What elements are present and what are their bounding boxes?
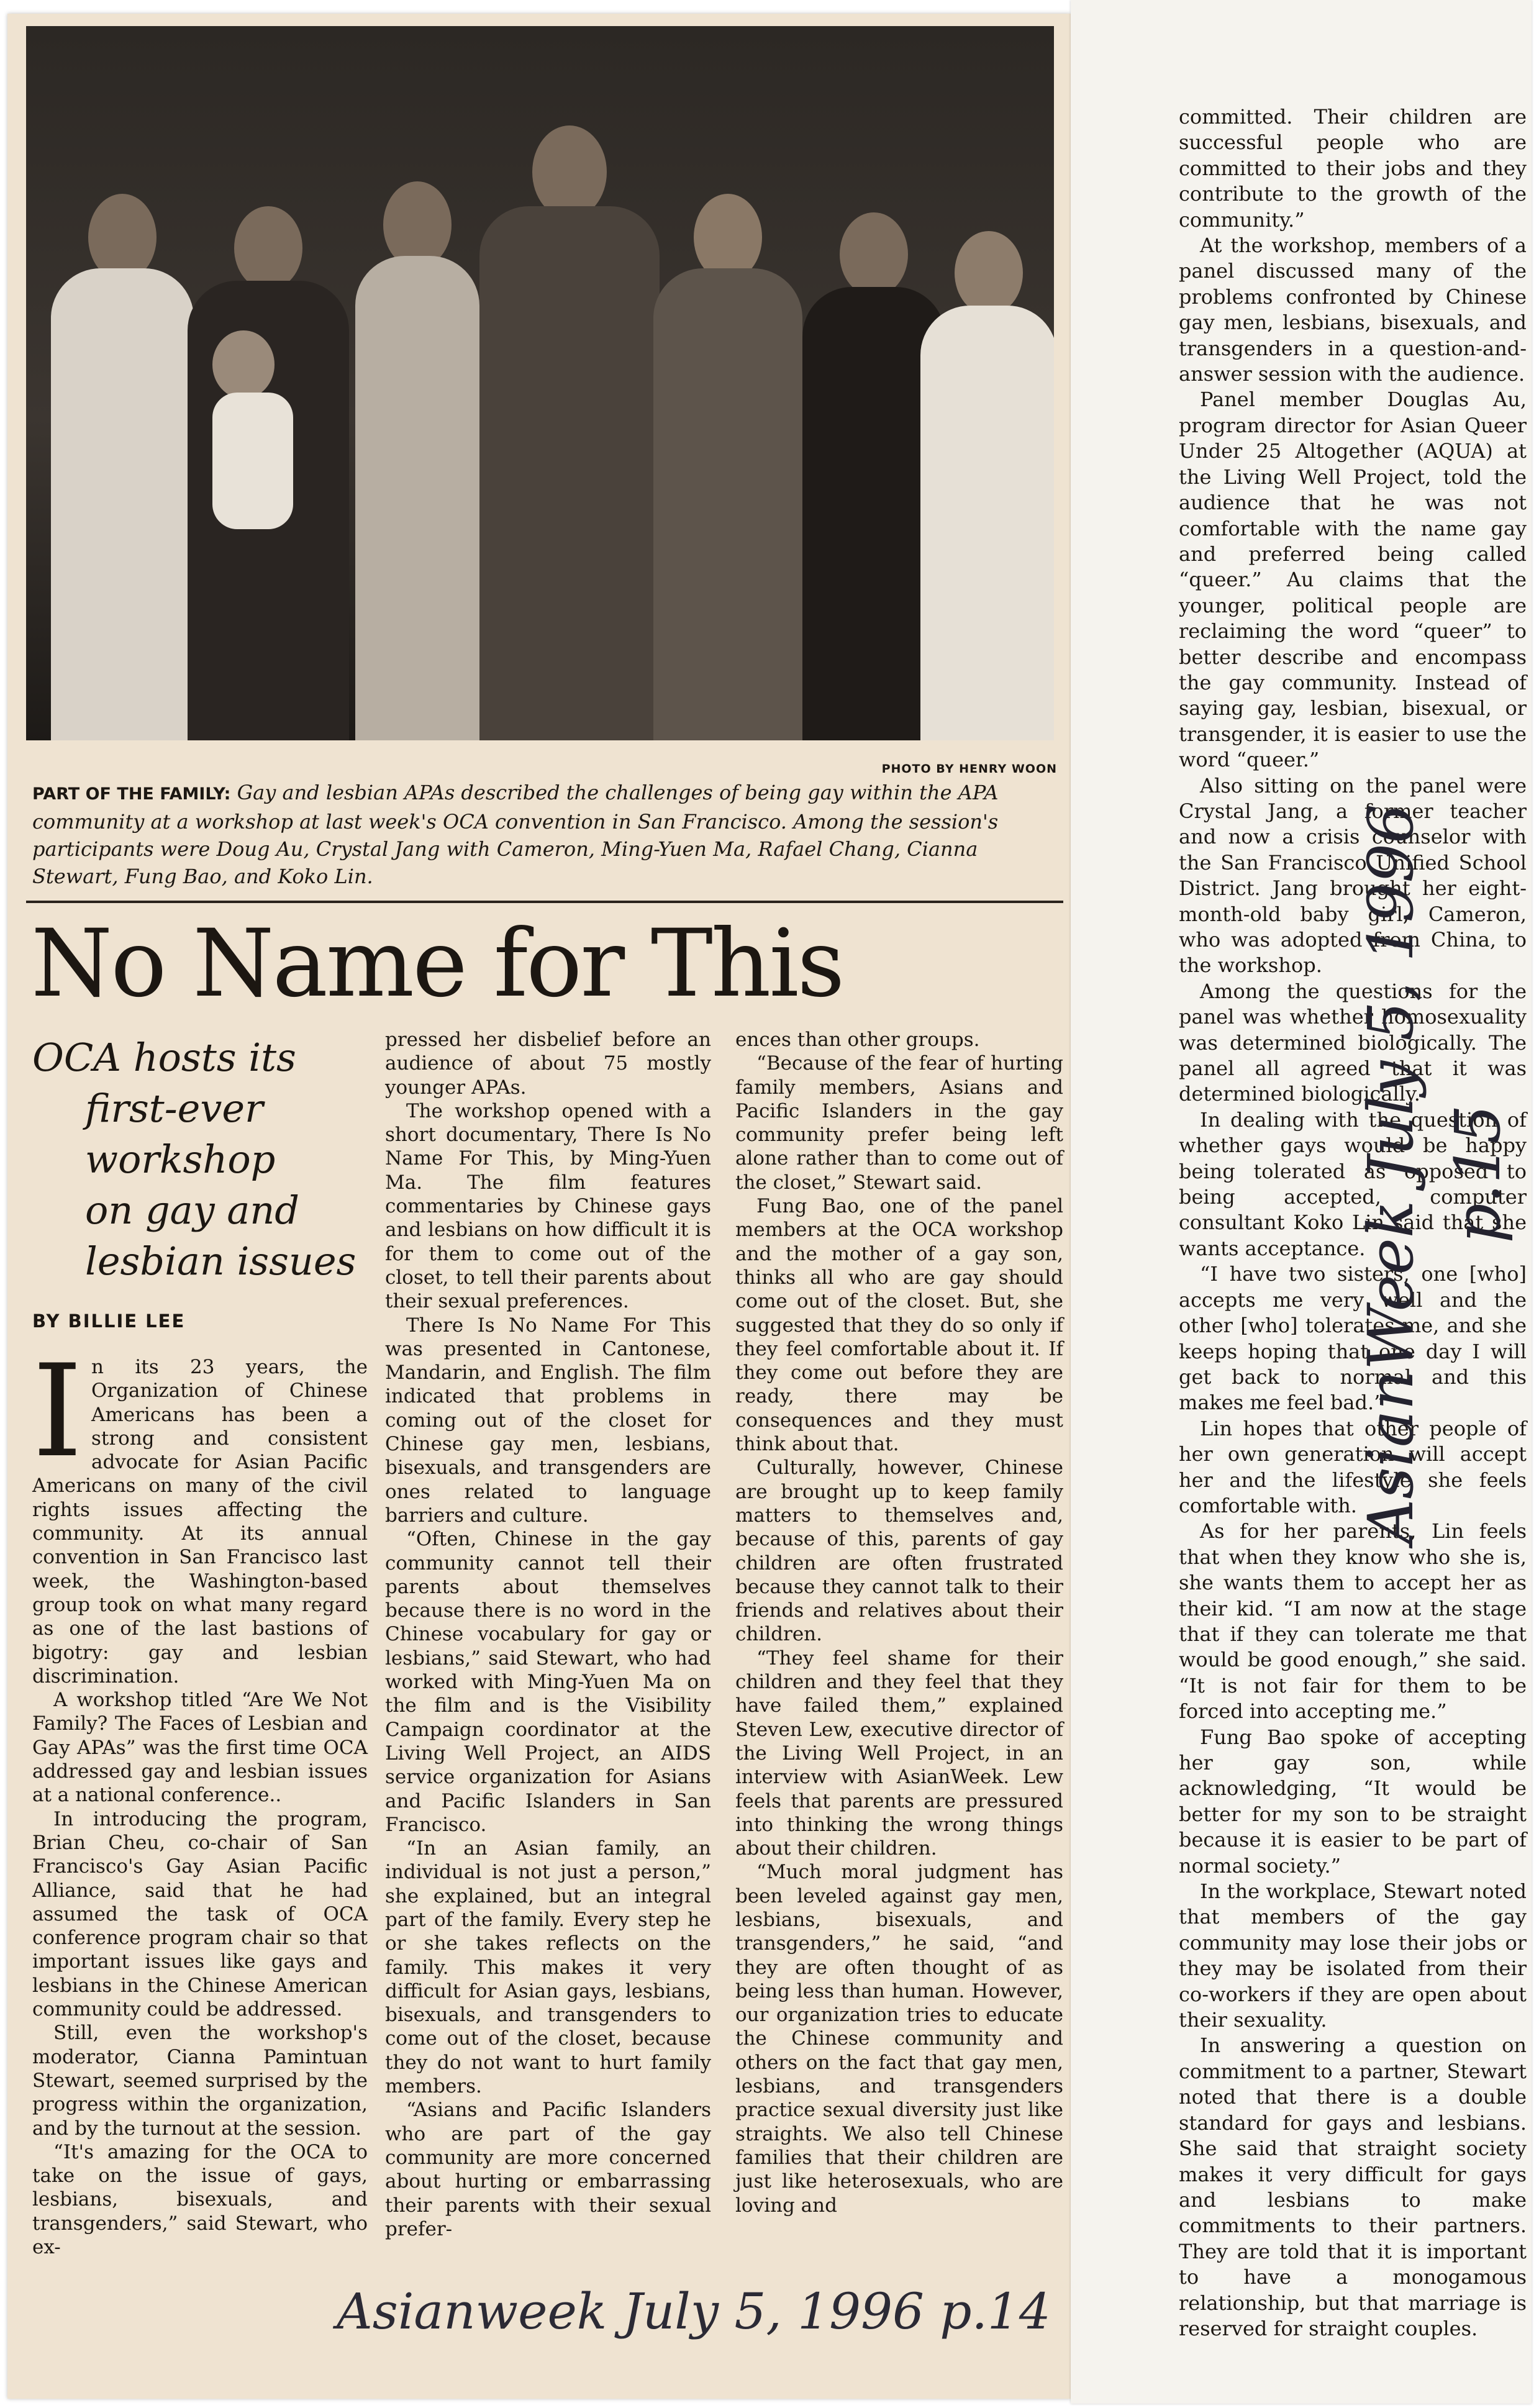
article-column-3 [735,1028,1063,2217]
photo-person [51,194,194,740]
article-column-2 [385,1028,711,2241]
deck-line: lesbian issues [85,1238,356,1284]
paragraph: Also sitting on the panel were Crystal Jang, a former teacher and now a crisis counselor with the San Francisco Unified School District. Jang brought her eight-month-old baby girl, Cameron, who was adopted from China, to the workshop. [1179,773,1527,978]
paragraph: Panel member Douglas Au, program director for Asian Queer Under 25 Altogether (AQUA) at the Living Well Project, told the audience that he was not comfortable with the name gay and preferred being called “queer.” Au claims that the younger, political people are reclaiming the word “queer” to better describe and encompass the gay community. Instead of saying gay, lesbian, bisexual, or transgender, it is easier to use the word “queer.” [1179,388,1527,772]
paragraph: “They feel shame for their children and they feel that they have failed them,” explained Steven Lew, executive director of the Living Well Project, in an interview with AsianWeek. Lew feels that parents are pressured into thinking the wrong things about their children. [735,1647,1063,1860]
paragraph: The workshop opened with a short documentary, There Is No Name For This, by Ming-Yuen Ma. The film features commentaries by Chinese gays and lesbians on how difficult it is for them to come out of the closet, to tell their parents about their sexual preferences. [385,1099,711,1313]
caption-label: PART OF THE FAMILY: [32,784,231,804]
paragraph: Culturally, however, Chinese are brought up to keep family matters to themselves and, because of this, parents of gay children are often frustrated because they cannot talk to their friends and relatives about their children. [735,1456,1063,1646]
dropcap: I [32,1338,83,1486]
section-rule [26,901,1063,903]
paragraph: “It's amazing for the OCA to take on the issue of gays, lesbians, bisexuals, and transgenders,” said Stewart, who ex- [32,2140,368,2258]
paragraph: At the workshop, members of a panel discussed many of the problems confronted by Chinese gay men, lesbians, bisexuals, and transgenders in a question-and-answer session with the audience. [1179,234,1527,386]
byline: BY BILLIE LEE [32,1311,186,1332]
photo-person [479,125,660,740]
paragraph: A workshop titled “Are We Not Family? The Faces of Lesbian and Gay APAs” was the first time OCA addressed gay and lesbian issues at a national conference.. [32,1689,368,1807]
paragraph: Fung Bao spoke of accepting her gay son, while acknowledging, “It would be better for my son to be straight because it is easier to be part of normal society.” [1179,1725,1527,1878]
photo-credit: PHOTO BY HENRY WOON [881,762,1057,776]
deck-line: workshop [85,1137,276,1182]
paragraph: ences than other groups. [735,1029,980,1051]
deck [32,1032,368,1287]
paragraph: Fung Bao, one of the panel members at the OCA workshop and the mother of a gay son, thinks all who are gay should come out of the closet. But, she suggested that they do so only if they feel comfortable about it. If they come out before they are ready, there may be consequences and they must think about that. [735,1195,1063,1456]
paragraph: In introducing the program, Brian Cheu, co-chair of San Francisco's Gay Asian Pacific Alliance, said that he had assumed the task of OCA conference program chair so that important issues like gays and lesbians in the Chinese American community could be addressed. [32,1807,368,2021]
handwritten-note-bottom: Asianweek July 5, 1996 p.14 [337,2283,1051,2340]
clipping-page-14 [7,14,1071,2399]
paragraph: “I have two sisters, one [who] accepts me very well and the other [who] tolerates me, and she keeps hoping that one day I will get back to normal and this makes me feel bad.” [1179,1262,1527,1415]
paragraph: In its 23 years, the Organization of Chinese Americans has been a strong and consistent advocate for Asian Pacific Americans on many of the civil rights issues affecting the community. At its annual convention in San Francisco last week, the Washington-based group took on what many regard as one of the last bastions of bigotry: gay and lesbian discrimination. [32,1338,368,1688]
paragraph: “Asians and Pacific Islanders who are part of the gay community are more concerned about hurting or embarrassing their parents with their sexual prefer- [385,2099,711,2240]
paragraph: Still, even the workshop's moderator, Cianna Pamintuan Stewart, seemed surprised by the progress within the organization, and by the turnout at the session. [32,2022,368,2140]
deck-line: OCA hosts its [32,1035,296,1080]
photo-caption [32,779,1051,890]
photo-person [188,206,349,740]
paragraph: Among the questions for the panel was whether homosexuality was determined biologically. The panel all agreed that it was determined biologically. [1179,979,1527,1106]
photo-person [653,194,802,740]
paragraph: committed. Their children are successful people who are committed to their jobs and they contribute to the growth of the community.” [1179,105,1527,232]
paragraph: There Is No Name For This was presented in Cantonese, Mandarin, and English. The film indicated that problems in coming out of the closet for Chinese gay men, lesbians, bisexuals, and transgenders are ones related to language barriers and culture. [385,1314,711,1527]
caption-text: Gay and lesbian APAs described the challenges of being gay within the APA community at a workshop at last week's OCA convention in San Francisco. Among the session's participants were Doug Au, Crystal Jang with Cameron, Ming-Yuen Ma, Rafael Chang, Cianna Stewart, Fung Bao, and Koko Lin. [32,781,999,888]
paragraph: Lin hopes that other people of her own generation will accept her and the lifestyle she feels comfortable with. [1179,1416,1527,1517]
paragraph: As for her parents, Lin feels that when they know who she is, she wants them to accept her as their kid. “I am now at the stage that if they can tolerate me that would be good enough,” she said. “It is not fair for them to be forced into accepting me.” [1179,1519,1527,1724]
paragraph: “In an Asian family, an individual is not just a person,” she explained, but an integral part of the family. Every step he or she takes reflects on the family. This makes it very difficult for Asian gays, lesbians, bisexuals, and transgenders to come out of the closet, because they do not want to hurt family members. [385,1837,711,2098]
paragraph: In the workplace, Stewart noted that members of the gay community may lose their jobs or they may be isolated from their co-workers if they are open about their sexuality. [1179,1879,1527,2032]
paragraph: In dealing with the question of whether gays would be happy being tolerated as opposed to being accepted, computer consultant Koko Lin said that she wants acceptance. [1179,1107,1527,1260]
paragraph: “Much moral judgment has been leveled against gay men, lesbians, bisexuals, and transgenders,” he said, “and they are often thought of as being less than human. However, our organization tries to educate the Chinese community and others on the fact that gay men, lesbians, and transgenders practice sexual diversity just like straights. We also tell Chinese families that their children are just like heterosexuals, who are loving and [735,1861,1063,2217]
deck-line: on gay and [85,1188,299,1233]
photo-person [355,181,479,740]
headline: No Name for This [31,910,843,1018]
group-photo [26,26,1054,740]
paragraph: “Because of the fear of hurting family members, Asians and Pacific Islanders in the gay community prefer being left alone rather than to come out of the closet,” Stewart said. [735,1052,1063,1194]
paragraph: In answering a question on commitment to a partner, Stewart noted that there is a double standard for gays and lesbians. She said that straight society makes it very difficult for gays and lesbians to make commitments to their partners. They are told that it is important to have a monogamous relationship, but that marriage is reserved for straight couples. [1179,2033,1527,2340]
photo-person [920,231,1054,740]
paragraph: pressed her disbelief before an audience of about 75 mostly younger APAs. [385,1029,711,1099]
paragraph: “Often, Chinese in the gay community cannot tell their parents about themselves because there is no word in the Chinese vocabulary for gay or lesbians,” said Stewart, who had worked with Ming-Yuen Ma on the film and is the Visibility Campaign coordinator at the Living Well Project, an AIDS service organization for Asians and Pacific Islanders in San Francisco. [385,1528,711,1836]
deck-line: first-ever [85,1086,263,1131]
handwritten-note-side: AsianWeek July 5, 1996 p.15 [1355,804,1514,1544]
article-column-1 [32,1338,368,2259]
